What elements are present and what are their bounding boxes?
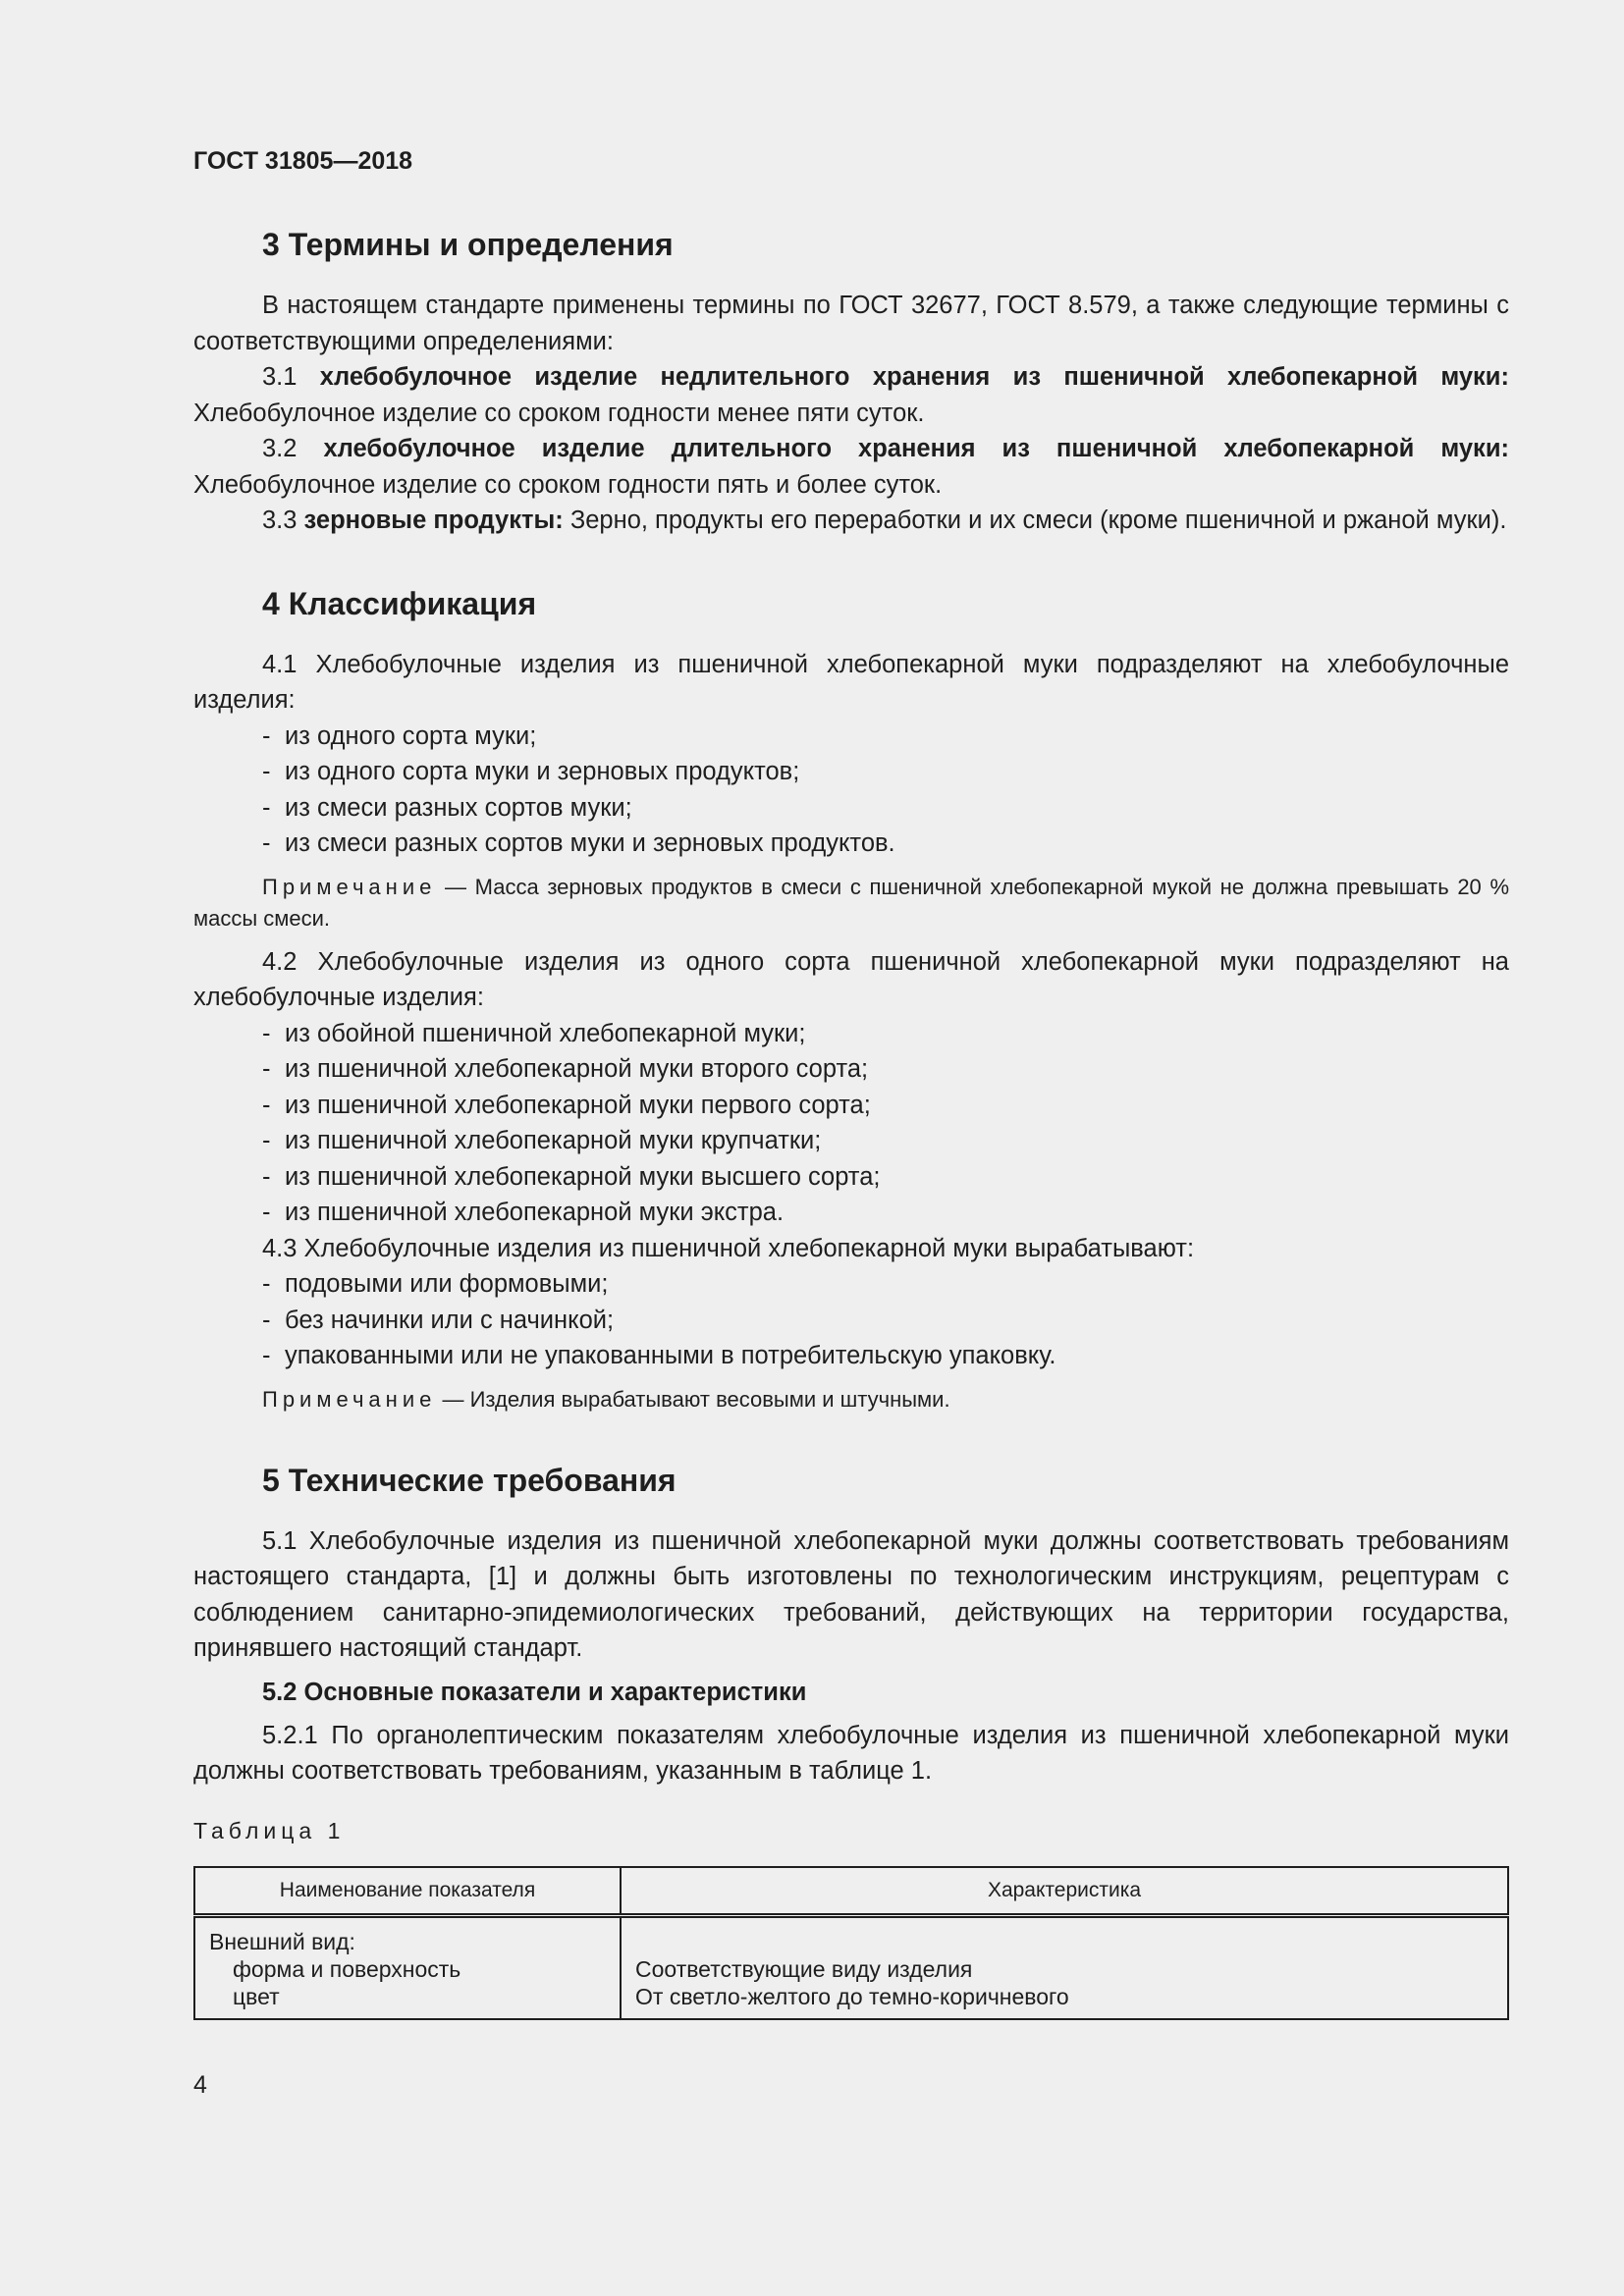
note-text: — Изделия вырабатывают весовыми и штучными.	[436, 1386, 950, 1412]
list-item: - без начинки или с начинкой;	[262, 1306, 615, 1334]
list-4-3	[193, 1266, 1509, 1374]
paragraph-5-2-1: 5.2.1 По органолептическим показателям хлебобулочные изделия из пшеничной хлебопекарной муки должны соответствовать требованиям, указанным в таблице 1.	[193, 1721, 1509, 1785]
list-item: - из одного сорта муки и зерновых продуктов;	[262, 758, 800, 785]
column-header: Характеристика	[621, 1867, 1508, 1916]
table-1	[193, 1866, 1509, 2020]
paragraph-5-1: 5.1 Хлебобулочные изделия из пшеничной хлебопекарной муки должны соответствовать требованиям настоящего стандарта, [1] и должны быть изготовлены по технологическим инструкциям, рецептурам с соблюдением санитарно-эпидемиологических требований, действующих на территории государства, принявшего настоящий стандарт.	[193, 1526, 1509, 1662]
section-5-2-title: 5.2 Основные показатели и характеристики	[262, 1678, 807, 1706]
document-body	[193, 221, 1509, 2020]
section-3-intro: В настоящем стандарте применены термины по ГОСТ 32677, ГОСТ 8.579, а также следующие термины с соответствующими определениями:	[193, 292, 1509, 355]
table-cell: Соответствующие виду изделия От светло-желтого до темно-коричневого	[621, 1915, 1508, 2019]
term-number: 3.2	[262, 435, 324, 462]
paragraph-4-2: 4.2 Хлебобулочные изделия из одного сорта пшеничной хлебопекарной муки подразделяют на хлебобулочные изделия:	[193, 947, 1509, 1011]
list-4-1	[193, 719, 1509, 862]
note-1	[193, 872, 1509, 934]
section-5-title: 5 Технические требования	[262, 1462, 677, 1498]
note-text: — Масса зерновых продуктов в смеси с пшеничной хлебопекарной мукой не должна превышать 20 % массы смеси.	[193, 874, 1509, 931]
paragraph-4-1: 4.1 Хлебобулочные изделия из пшеничной хлебопекарной муки подразделяют на хлебобулочные изделия:	[193, 650, 1509, 714]
list-item: - из пшеничной хлебопекарной муки крупчатки;	[262, 1127, 822, 1154]
section-4-title: 4 Классификация	[262, 585, 537, 621]
term-3-1	[193, 359, 1509, 431]
list-item: - из пшеничной хлебопекарной муки высшего сорта;	[262, 1162, 881, 1191]
table-cell: Внешний вид: форма и поверхность цвет	[194, 1915, 621, 2019]
note-2	[193, 1384, 1509, 1415]
term-name: хлебобулочное изделие длительного хранения из пшеничной хлебопекарной муки:	[323, 435, 1509, 462]
list-item: - из одного сорта муки;	[262, 721, 537, 750]
table-header-row	[194, 1867, 1508, 1916]
list-item: - из обойной пшеничной хлебопекарной муки;	[262, 1019, 806, 1047]
term-definition: Хлебобулочное изделие со сроком годности менее пяти суток.	[193, 399, 925, 427]
paragraph-4-3: 4.3 Хлебобулочные изделия из пшеничной хлебопекарной муки вырабатывают:	[262, 1234, 1195, 1262]
term-number: 3.3	[262, 507, 304, 534]
term-name: хлебобулочное изделие недлительного хранения из пшеничной хлебопекарной муки:	[319, 363, 1509, 391]
list-4-2	[193, 1016, 1509, 1231]
page-number: 4	[193, 2071, 207, 2099]
column-header: Наименование показателя	[194, 1867, 621, 1916]
note-label: Примечание	[262, 874, 437, 899]
table-caption: Таблица 1	[193, 1817, 346, 1843]
table-row	[194, 1915, 1508, 2019]
term-3-2	[193, 431, 1509, 503]
list-item: - из смеси разных сортов муки;	[262, 793, 632, 822]
list-item: - из пшеничной хлебопекарной муки первого сорта;	[262, 1091, 871, 1119]
list-item: - из смеси разных сортов муки и зерновых продуктов.	[262, 829, 895, 857]
term-number: 3.1	[262, 363, 320, 391]
term-3-3	[193, 503, 1509, 539]
note-label: Примечание	[262, 1386, 437, 1412]
list-item: - подовыми или формовыми;	[262, 1270, 609, 1298]
term-definition: Зерно, продукты его переработки и их смеси (кроме пшеничной и ржаной муки).	[563, 507, 1507, 534]
list-item: - из пшеничной хлебопекарной муки второго сорта;	[262, 1055, 869, 1083]
document-header: ГОСТ 31805—2018	[193, 147, 413, 175]
list-item: - из пшеничной хлебопекарной муки экстра.	[262, 1199, 785, 1226]
list-item: - упакованными или не упакованными в потребительскую упаковку.	[262, 1342, 1056, 1369]
section-3-title: 3 Термины и определения	[262, 227, 674, 262]
term-name: зерновые продукты:	[303, 507, 564, 534]
term-definition: Хлебобулочное изделие со сроком годности пять и более суток.	[193, 470, 943, 499]
